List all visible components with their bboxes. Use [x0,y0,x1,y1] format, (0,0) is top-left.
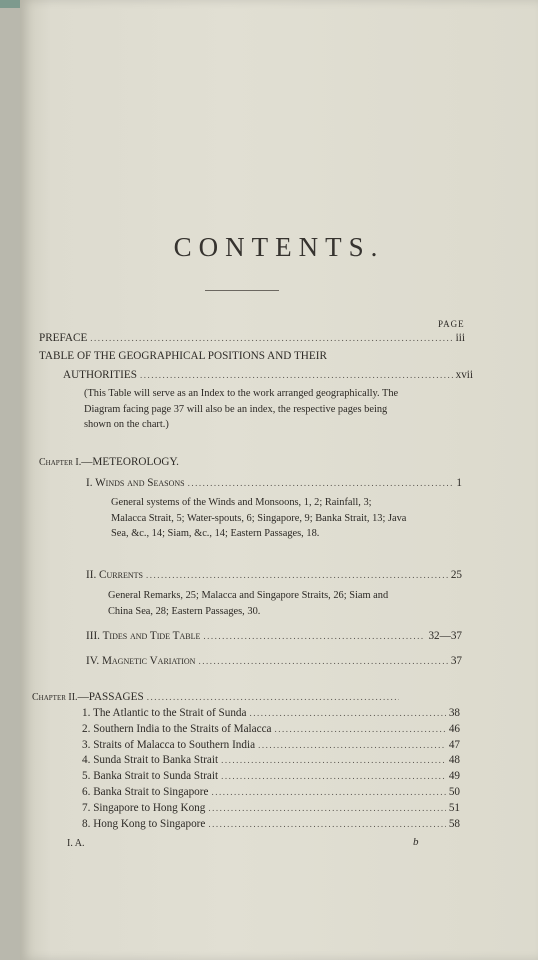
list-item [82,769,460,785]
page-column-header: PAGE [438,319,465,329]
leader-dots [249,706,445,722]
page-title: CONTENTS. [173,232,385,262]
entry-label: 7. Singapore to Hong Kong [82,801,206,814]
footer-volume-mark: I. A. [67,838,85,849]
toc-entry-currents [86,568,462,582]
list-item [82,785,460,801]
leader-dots [221,769,446,785]
leader-dots [208,817,445,833]
entry-page: 48 [448,754,460,767]
chapter-heading-text [32,690,144,705]
entry-label: 2. Southern India to the Straits of Malacca [82,722,272,735]
entry-label: 4. Sunda Strait to Banka Strait [82,754,219,767]
entry-page: 51 [448,801,460,814]
entry-page: 50 [448,785,460,798]
entry-label: IV. Magnetic Variation [86,655,196,667]
chapter-2-heading [32,690,402,705]
book-page [20,0,538,960]
leader-dots [147,690,399,704]
currents-note: General Remarks, 25; Malacca and Singapore Straits, 26; Siam and China Sea, 28; Eastern Passages, 30. [108,590,389,617]
leader-dots [211,785,445,801]
list-item [82,722,460,738]
leader-dots [258,738,446,754]
entry-page: 25 [450,569,462,581]
entry-label: 6. Banka Strait to Singapore [82,785,209,798]
list-item [82,801,460,817]
entry-label: 3. Straits of Malacca to Southern India [82,738,256,751]
entry-page: iii [455,332,465,344]
toc-entry-table [63,368,473,382]
winds-note: General systems of the Winds and Monsoons, 1, 2; Rainfall, 3; Malacca Strait, 5; Water-spouts, 6; Singapore, 9; Banka Strait, 13; Java Sea, &c., 14; Siam, &c., 14; Eastern Passages, 18. [111,497,407,539]
list-item [82,753,460,769]
entry-page: 38 [448,707,460,719]
leader-dots [140,368,453,382]
leader-dots [208,801,445,817]
chapter-label: Chapter II. [32,692,78,703]
entry-page: 32—37 [428,630,462,642]
entry-page: 47 [448,738,460,751]
entry-page: 46 [448,722,460,735]
table-note: (This Table will serve as an Index to the work arranged geographically. The Diagram facing page 37 will also be an index, the respective pages being shown on the chart.) [84,388,399,430]
chapter-1-heading [39,456,179,468]
leader-dots [188,476,454,490]
leader-dots [221,753,446,769]
toc-entry-magnetic [86,654,462,668]
entry-label: I. Winds and Seasons [86,477,185,489]
footer-signature: b [413,836,419,848]
chapter-label: Chapter I. [39,457,82,468]
entry-label: II. Currents [86,569,143,581]
entry-page: 49 [448,770,460,783]
entry-label: 5. Banka Strait to Sunda Strait [82,770,219,783]
entry-page: xvii [455,369,473,381]
list-item [82,817,460,833]
entry-page: 37 [450,655,462,667]
entry-label: PREFACE [39,332,88,344]
passages-list [82,706,460,832]
chapter-title: —METEOROLOGY. [81,456,179,468]
toc-entry-tides [86,629,462,643]
entry-label: AUTHORITIES [63,369,137,381]
toc-entry-preface [39,331,465,345]
entry-label: III. Tides and Tide Table [86,630,201,642]
leader-dots [146,568,448,582]
leader-dots [203,629,425,643]
entry-page: 1 [456,477,462,489]
list-item [82,738,460,754]
entry-label: 8. Hong Kong to Singapore [82,817,206,830]
toc-entry-winds [86,476,462,490]
entry-label: 1. The Atlantic to the Strait of Sunda [82,707,247,719]
title-rule [205,290,279,291]
list-item [82,706,460,722]
entry-page: 58 [448,817,460,830]
toc-entry-table-line1: TABLE OF THE GEOGRAPHICAL POSITIONS AND THEIR [39,350,327,362]
leader-dots [198,654,447,668]
chapter-title: —PASSAGES [77,691,144,703]
leader-dots [275,722,446,738]
leader-dots [90,331,452,345]
